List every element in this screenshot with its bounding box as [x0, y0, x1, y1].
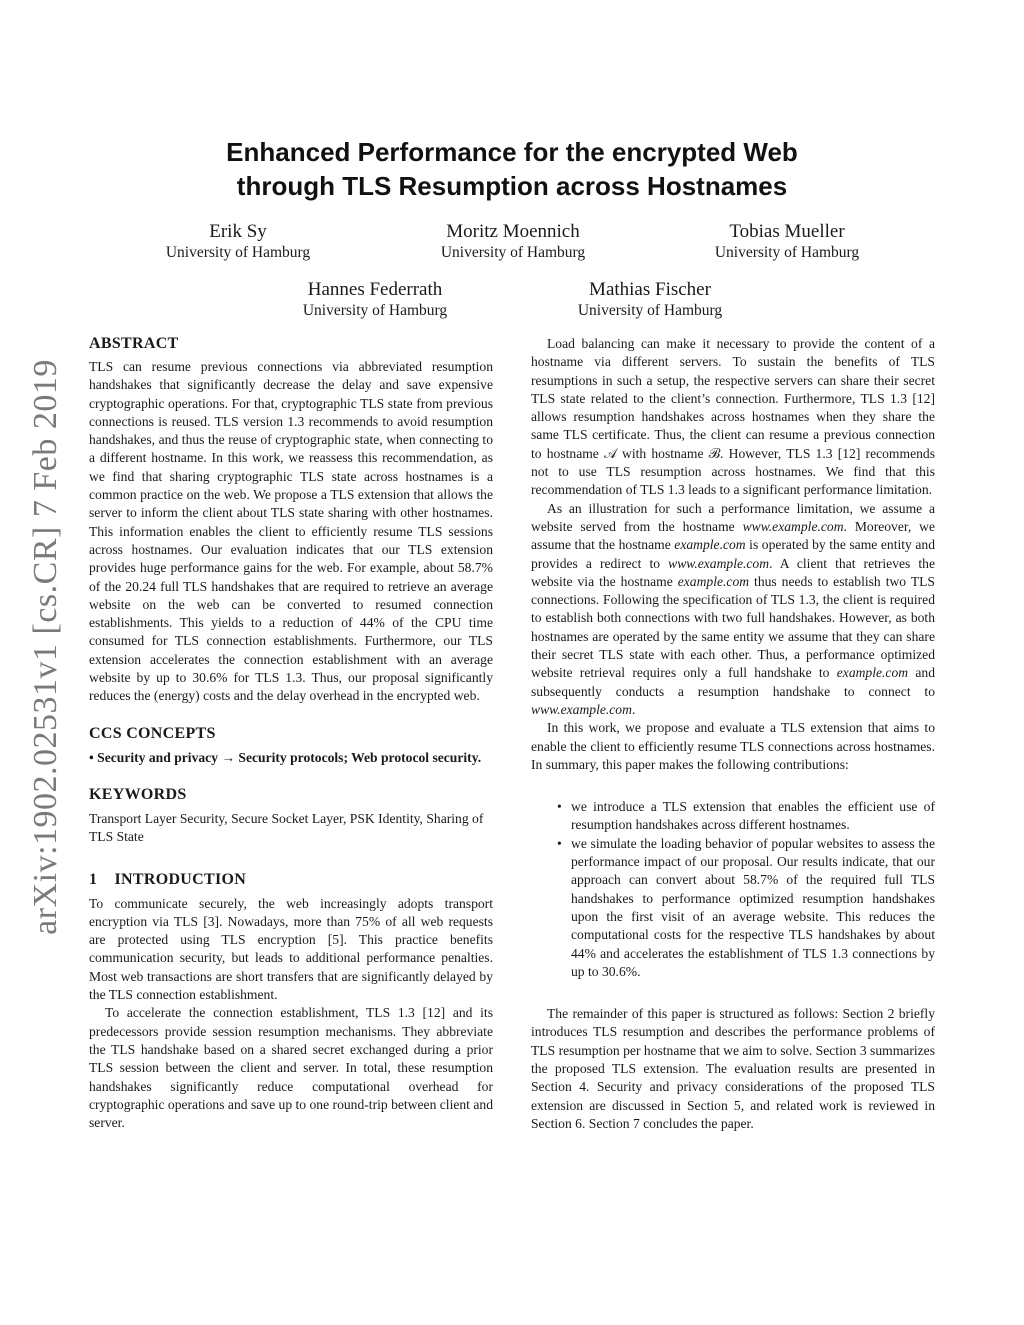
author-affiliation: University of Hamburg — [714, 244, 860, 261]
abstract-heading: ABSTRACT — [89, 335, 179, 352]
contributions-list — [531, 798, 935, 981]
author-affiliation: University of Hamburg — [440, 244, 586, 261]
title-line-1: Enhanced Performance for the encrypted Web — [226, 137, 798, 167]
right-paragraph-1: Load balancing can make it necessary to provide the content of a hostname via different servers. To sustain the benefits of TLS resumptions in such a setup, the respective servers can share their secret TLS state related to the client’s connection. Furthermore, TLS 1.3 [12] allows resumption handshakes across hostnames when they share the same TLS certificate. Thus, the client can resume a previous connection to hostname 𝒜 with hostname ℬ. However, TLS 1.3 [12] recommends not to use TLS resumption across hostnames. We find that this recommendation of TLS 1.3 leads to a significant performance limitation. — [531, 336, 935, 498]
author-block — [657, 221, 917, 263]
left-column — [89, 334, 493, 1132]
bullet-icon: • — [557, 835, 562, 851]
author-name: Hannes Federrath — [307, 279, 443, 300]
keywords-text: Transport Layer Security, Secure Socket Layer, PSK Identity, Sharing of TLS State — [89, 810, 484, 845]
author-name: Tobias Mueller — [729, 221, 845, 242]
author-block — [245, 279, 505, 321]
list-item: • we simulate the loading behavior of popular websites to assess the performance impact of our proposal. Our results indicate, that our approach can convert about 58.7% of the required full TLS handshakes to performance optimized resumption handshakes upon the first visit of an average website. This reduces the computational costs for the respective TLS handshakes by about 44% and accelerates the establishment of TLS 1.3 connections by up to 30.6%. — [557, 835, 935, 979]
author-affiliation: University of Hamburg — [577, 302, 723, 319]
author-block — [520, 279, 780, 321]
right-paragraph-3: In this work, we propose and evaluate a TLS extension that aims to enable the client to efficiently resume TLS connections across hostnames. In summary, this paper makes the following contributions: — [531, 720, 935, 772]
author-block — [108, 221, 368, 263]
arxiv-identifier: arXiv:1902.02531v1 [cs.CR] 7 Feb 2019 — [27, 359, 64, 935]
keywords-heading: KEYWORDS — [89, 785, 187, 803]
list-item: • we introduce a TLS extension that enables the efficient use of resumption handshakes across different hostnames. — [557, 799, 935, 833]
introduction-heading: 1 INTRODUCTION — [89, 870, 247, 888]
hostname-example: example.com — [674, 537, 746, 553]
author-block — [383, 221, 643, 263]
author-name: Mathias Fischer — [589, 279, 711, 300]
hostname-example: example.com — [836, 665, 909, 681]
right-column — [531, 335, 935, 1133]
intro-paragraph-2: To accelerate the connection establishment, TLS 1.3 [12] and its predecessors provide session resumption mechanisms. They abbreviate the TLS handshake based on a shared secret exchanged during a prior TLS session between the client and server. In total, these resumption handshakes significantly reduce computational overhead for cryptographic operations and save up to one round-trip between client and server. — [89, 1005, 493, 1131]
right-paragraph-4: The remainder of this paper is structured as follows: Section 2 briefly introduces TLS resumption and describes the performance problems of TLS resumption per hostname that we aim to solve. Section 3 summarizes the proposed TLS extension. The evaluation results are presented in Section 4. Security and privacy considerations of the proposed TLS extension are discussed in Section 5, and related work is reviewed in Section 6. Section 7 concludes the paper. — [531, 1006, 935, 1131]
author-affiliation: University of Hamburg — [165, 244, 311, 261]
right-paragraph-2: As an illustration for such a performance limitation, we assume a website served from the hostname www.example.com. Moreover, we assume that the hostname example.com is operated by the same entity and provides a redirect to www.example.com. A client that retrieves the website via the hostname example.com thus needs to establish two TLS connections. Following the specification of TLS 1.3, the client is required to establish both connections with two full handshakes. However, as both hostnames are operated by the same entity we assume that they can share their secret TLS state with each other. Thus, a performance optimized website retrieval requires only a full handshake to example.com and subsequently conducts a resumption handshake to connect to www.example.com. — [531, 500, 936, 717]
bullet-icon: • — [557, 799, 562, 815]
author-affiliation: University of Hamburg — [302, 302, 448, 319]
hostname-www-example: www.example.com — [531, 701, 632, 717]
hostname-www-example: www.example.com — [742, 518, 844, 534]
hostname-example: example.com — [677, 573, 750, 589]
abstract-text: TLS can resume previous connections via abbreviated resumption handshakes that significantly decrease the delay and save expensive cryptographic operations. For that, cryptographic TLS state from previous connections is reused. TLS version 1.3 recommends to avoid resumption handshakes, and thus the reuse of cryptographic state, when connecting to a different hostname. In this work, we reassess this recommendation, as we find that sharing cryptographic TLS state across hostnames is a common practice on the web. We propose a TLS extension that allows the server to inform the client about TLS state sharing with other hostnames. This information enables the client to efficiently resume TLS sessions across hostnames. Our evaluation indicates that our TLS extension provides huge performance gains for the web. For example, about 58.7% of the 20.24 full TLS handshakes that are required to retrieve an average website on the web can be converted to resumed connection establishments. This yields to a reduction of 44% of the CPU time consumed for TLS connection establishments. Furthermore, our TLS extension accelerates the connection establishment with an average website by up to 30.6% for TLS 1.3. Thus, our proposal significantly reduces the (energy) costs and the delay overhead in the encrypted web. — [89, 359, 493, 704]
paper-title — [0, 135, 1024, 203]
arxiv-sidebar — [20, 360, 72, 935]
ccs-concepts: • Security and privacy → Security protocols; Web protocol security. — [89, 749, 482, 765]
title-line-2: through TLS Resumption across Hostnames — [236, 171, 788, 201]
intro-paragraph-1: To communicate securely, the web increasingly adopts transport encryption via TLS [3]. Nowadays, more than 75% of all web requests are protected using TLS encryption [5]. This practice benefits communication security, but leads to additional performance penalties. Most web transactions are short transfers that are significantly delayed by the TLS connection establishment. — [89, 895, 493, 1003]
hostname-www-example: www.example.com — [668, 555, 770, 571]
author-name: Moritz Moennich — [446, 221, 580, 242]
author-name: Erik Sy — [209, 221, 267, 242]
ccs-heading: CCS CONCEPTS — [89, 724, 216, 742]
